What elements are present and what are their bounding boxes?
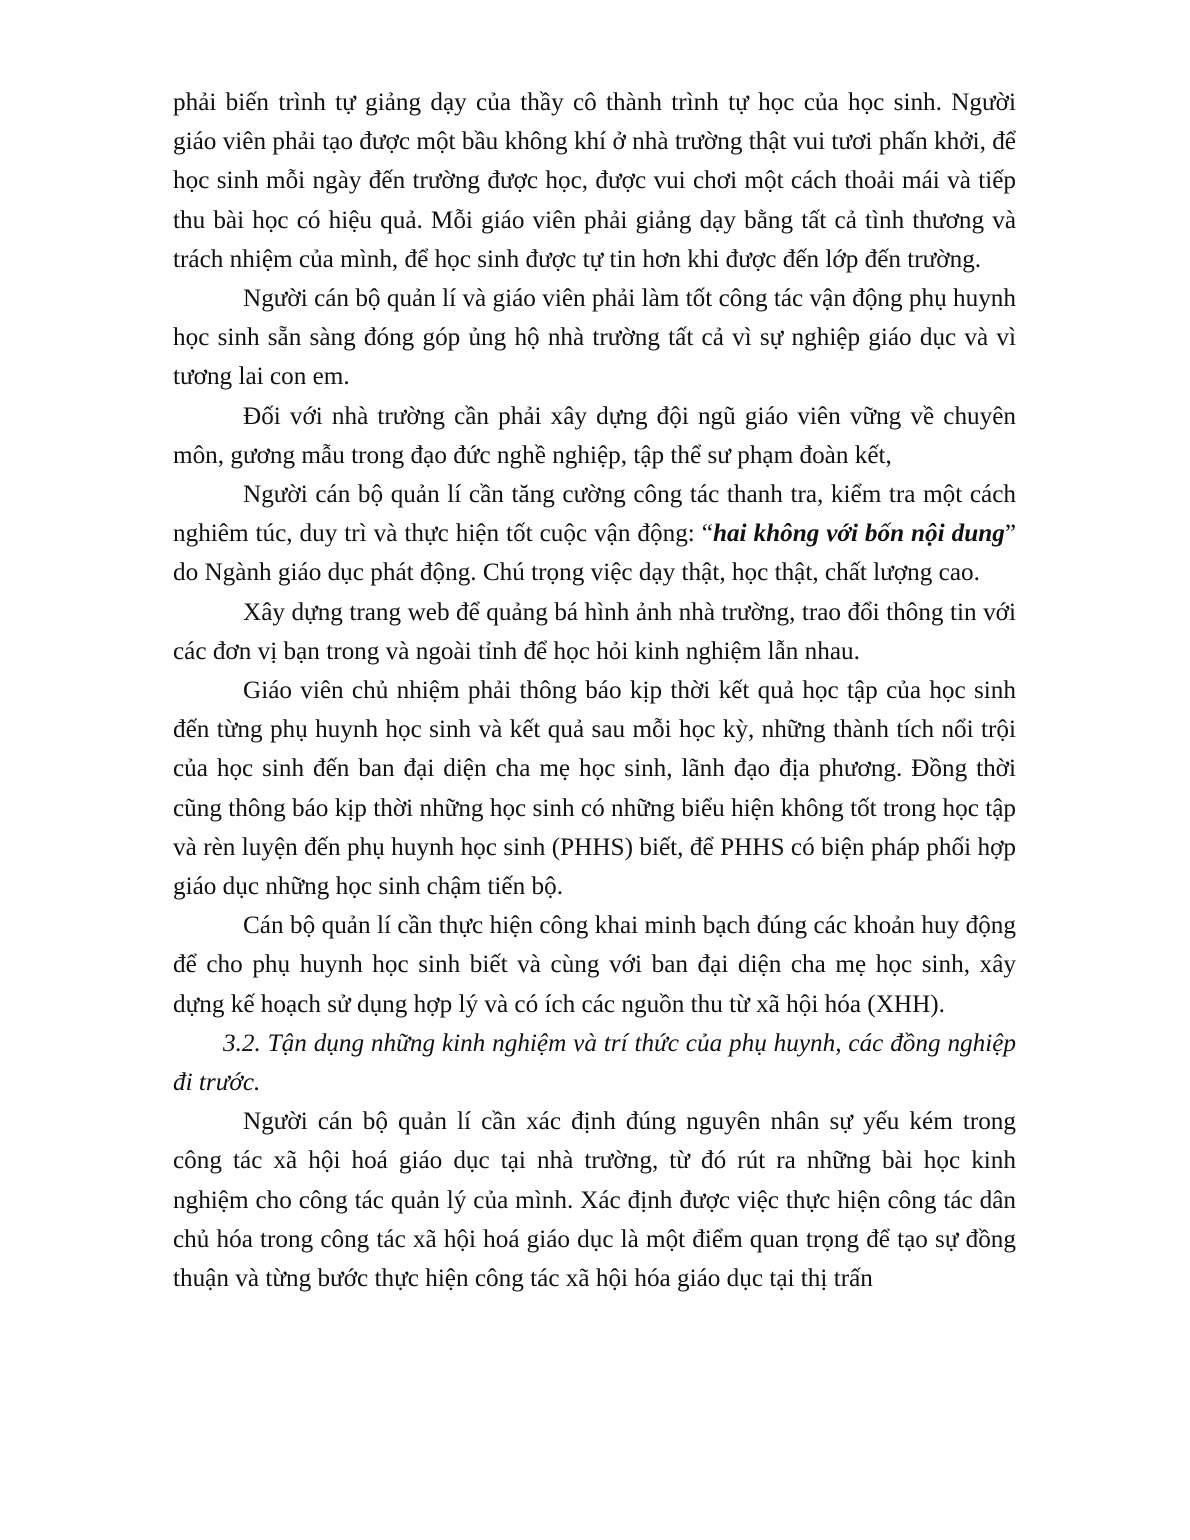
inspection-text-after: ” do Ngành giáo dục phát động. Chú trọng việc dạy thật, học thật, chất lượng cao.	[173, 520, 1016, 587]
paragraph-teaching-staff: Đối với nhà trường cần phải xây dựng đội ngũ giáo viên vững về chuyên môn, gương mẫu trong đạo đức nghề nghiệp, tập thể sư phạm đoàn kết,	[173, 402, 1016, 469]
paragraph-continuation: phải biến trình tự giảng dạy của thầy cô thành trình tự học của học sinh. Người giáo viên phải tạo được một bầu không khí ở nhà trường thật vui tươi phấn khởi, để học sinh mỗi ngày đến trường được học, được vui chơi một cách thoải mái và tiếp thu bài học có hiệu quả. Mỗi giáo viên phải giảng dạy bằng tất cả tình thương và trách nhiệm của mình, để học sinh được tự tin hơn khi được đến lớp đến trường.	[173, 89, 1016, 273]
paragraph-transparency: Cán bộ quản lí cần thực hiện công khai minh bạch đúng các khoản huy động để cho phụ huynh học sinh biết và cùng với ban đại diện cha mẹ học sinh, xây dựng kế hoạch sử dụng hợp lý và có ích các nguồn thu từ xã hội hóa (XHH).	[173, 912, 1016, 1018]
paragraph-root-causes: Người cán bộ quản lí cần xác định đúng nguyên nhân sự yếu kém trong công tác xã hội hoá giáo dục tại nhà trường, từ đó rút ra những bài học kinh nghiệm cho công tác quản lý của mình. Xác định được việc thực hiện công tác dân chủ hóa trong công tác xã hội hoá giáo dục là một điểm quan trọng để tạo sự đồng thuận và từng bước thực hiện công tác xã hội hóa giáo dục tại thị trấn	[173, 1108, 1016, 1293]
paragraph-inspection	[173, 475, 1016, 593]
paragraph-homeroom-teacher: Giáo viên chủ nhiệm phải thông báo kịp thời kết quả học tập của học sinh đến từng phụ huynh học sinh và kết quả sau mỗi học kỳ, những thành tích nổi trội của học sinh đến ban đại diện cha mẹ học sinh, lãnh đạo địa phương. Đồng thời cũng thông báo kịp thời những học sinh có những biểu hiện không tốt trong học tập và rèn luyện đến phụ huynh học sinh (PHHS) biết, để PHHS có biện pháp phối hợp giáo dục những học sinh chậm tiến bộ.	[173, 677, 1016, 901]
paragraph-website: Xây dựng trang web để quảng bá hình ảnh nhà trường, trao đổi thông tin với các đơn vị bạn trong và ngoài tỉnh để học hỏi kinh nghiệm lẫn nhau.	[173, 598, 1016, 665]
inspection-text-before: Người cán bộ quản lí cần tăng cường công tác thanh tra, kiểm tra một cách nghiêm túc, duy trì và thực hiện tốt cuộc vận động: “	[173, 481, 1016, 548]
campaign-name-emphasis: hai không với bốn nội dung	[712, 520, 1005, 548]
section-heading-3-2: 3.2. Tận dụng những kinh nghiệm và trí thức của phụ huynh, các đồng nghiệp đi trước.	[173, 1029, 1016, 1097]
paragraph-parent-mobilization: Người cán bộ quản lí và giáo viên phải làm tốt công tác vận động phụ huynh học sinh sẵn sàng đóng góp ủng hộ nhà trường tất cả vì sự nghiệp giáo dục và vì tương lai con em.	[173, 285, 1016, 391]
document-page	[173, 83, 1016, 1298]
